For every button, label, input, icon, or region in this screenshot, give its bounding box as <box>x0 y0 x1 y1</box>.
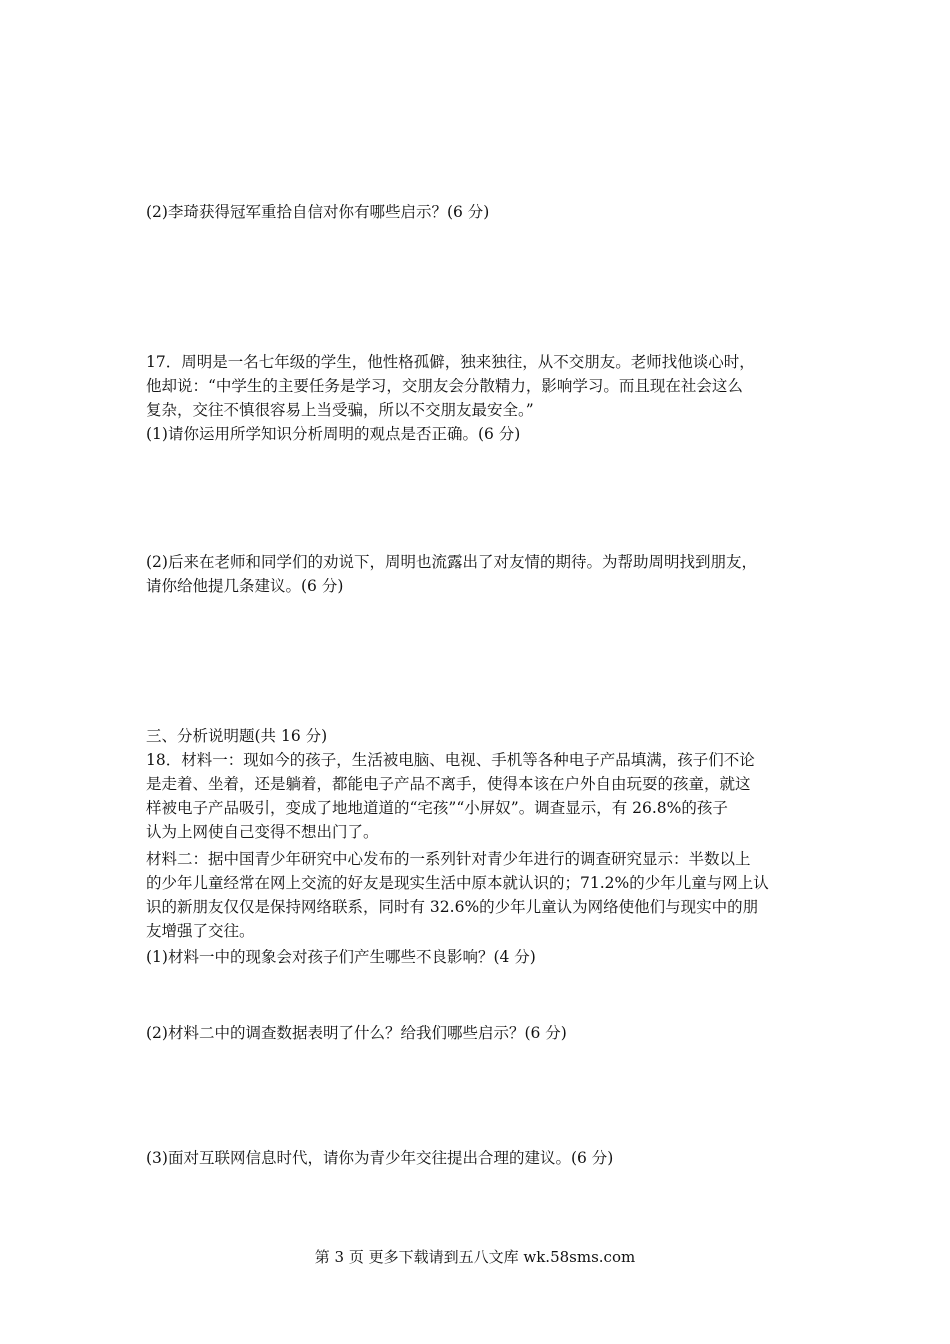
section3-title: 三、分析说明题(共 16 分) <box>146 727 328 745</box>
q18-material2-line-4: 友增强了交往。 <box>146 922 255 940</box>
q17-part2-line-1: (2)后来在老师和同学们的劝说下，周明也流露出了对友情的期待。为帮助周明找到朋友， <box>146 553 757 571</box>
q18-part2: (2)材料二中的调查数据表明了什么？给我们哪些启示？(6 分) <box>146 1024 567 1042</box>
page-footer: 第 3 页 更多下载请到五八文库 wk.58sms.com <box>314 1248 636 1266</box>
q18-material1-line-4: 认为上网使自己变得不想出门了。 <box>146 823 379 841</box>
q18-part3: (3)面对互联网信息时代，请你为青少年交往提出合理的建议。(6 分) <box>146 1149 614 1167</box>
q16-part2: (2)李琦获得冠军重拾自信对你有哪些启示？(6 分) <box>146 203 490 221</box>
q18-material2-line-1: 材料二：据中国青少年研究中心发布的一系列针对青少年进行的调查研究显示：半数以上 <box>146 850 751 868</box>
q17-stem-line-3: 复杂，交往不慎很容易上当受骗，所以不交朋友最安全。” <box>146 401 534 419</box>
q18-material1-line-2: 是走着、坐着，还是躺着，都能电子产品不离手，使得本该在户外自由玩耍的孩童，就这 <box>146 775 751 793</box>
q18-material2-line-2: 的少年儿童经常在网上交流的好友是现实生活中原本就认识的；71.2%的少年儿童与网上认 <box>146 874 769 892</box>
q18-material1-line-1: 18．材料一：现如今的孩子，生活被电脑、电视、手机等各种电子产品填满，孩子们不论 <box>146 751 755 769</box>
q18-material2-line-3: 识的新朋友仅仅是保持网络联系，同时有 32.6%的少年儿童认为网络使他们与现实中的朋 <box>146 898 759 916</box>
q18-material1-line-3: 样被电子产品吸引，变成了地地道道的“宅孩”“小屏奴”。调查显示，有 26.8%的孩子 <box>146 799 728 817</box>
q17-stem-line-2: 他却说：“中学生的主要任务是学习，交朋友会分散精力，影响学习。而且现在社会这么 <box>146 377 743 395</box>
q17-part2-line-2: 请你给他提几条建议。(6 分) <box>146 577 344 595</box>
q18-part1: (1)材料一中的现象会对孩子们产生哪些不良影响？(4 分) <box>146 948 536 966</box>
q17-part1: (1)请你运用所学知识分析周明的观点是否正确。(6 分) <box>146 425 521 443</box>
q17-stem-line-1: 17．周明是一名七年级的学生，他性格孤僻，独来独往，从不交朋友。老师找他谈心时， <box>146 353 755 371</box>
